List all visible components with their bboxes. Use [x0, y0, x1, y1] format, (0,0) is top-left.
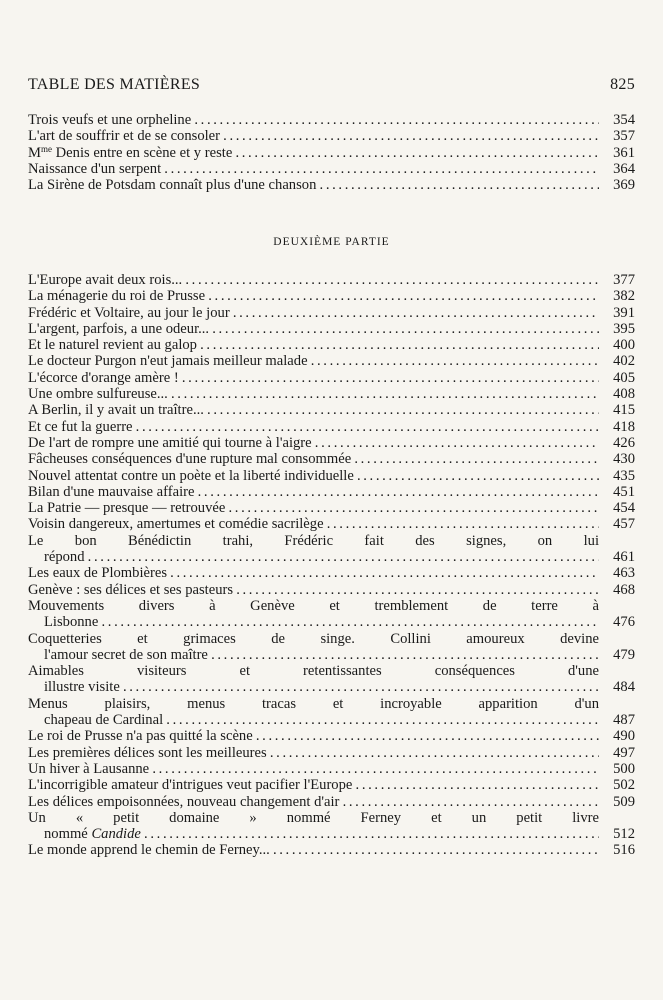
entry-page-number: 391 — [613, 304, 635, 321]
entry-title-line1: Mouvements divers à Genève et tremblement de terre à — [28, 597, 599, 614]
toc-entry — [28, 745, 635, 761]
entry-page-number: 490 — [613, 728, 635, 745]
entry-title: Les eaux de Plombières . . . — [28, 565, 599, 581]
entry-page-number: 454 — [613, 500, 635, 517]
toc-entry — [28, 177, 635, 193]
entry-page-number: 463 — [613, 565, 635, 582]
toc-entry — [28, 145, 635, 161]
entry-title: Fâcheuses conséquences d'une rupture mal consommée . . . — [28, 451, 599, 467]
entry-page-number: 484 — [613, 679, 635, 696]
entry-page-number: 377 — [613, 272, 635, 288]
entry-title: Nouvel attentat contre un poète et la liberté individuelle . . . — [28, 468, 599, 484]
entry-page-number: 418 — [613, 418, 635, 435]
entry-page-number: 395 — [613, 320, 635, 337]
toc-part-one — [28, 112, 635, 193]
toc-entry — [28, 161, 635, 177]
entry-page-number: 369 — [613, 177, 635, 194]
entry-page-number: 512 — [613, 826, 635, 843]
running-title: TABLE DES MATIÈRES — [28, 76, 201, 93]
toc-entry — [28, 321, 635, 337]
toc-entry — [28, 565, 635, 581]
entry-title: Trois veufs et une orpheline . . . — [28, 112, 599, 128]
toc-entry — [28, 696, 635, 729]
toc-entry — [28, 419, 635, 435]
toc-entry — [28, 842, 635, 858]
toc-entry — [28, 777, 635, 793]
entry-title: Genève : ses délices et ses pasteurs . . . — [28, 582, 599, 598]
entry-title: La Sirène de Potsdam connaît plus d'une chanson . . . — [28, 177, 599, 193]
toc-part-two — [28, 272, 635, 859]
entry-title: L'incorrigible amateur d'intrigues veut pacifier l'Europe . . . — [28, 777, 599, 793]
toc-entry — [28, 484, 635, 500]
toc-entry — [28, 272, 635, 288]
entry-title: Le docteur Purgon n'eut jamais meilleur malade . . . — [28, 353, 599, 369]
entry-page-number: 364 — [613, 160, 635, 177]
toc-entry — [28, 516, 635, 532]
toc-entry — [28, 402, 635, 418]
entry-page-number: 468 — [613, 581, 635, 598]
entry-title-line2: illustre visite . . . — [28, 679, 599, 695]
entry-page-number: 357 — [613, 128, 635, 145]
entry-title-line2: chapeau de Cardinal . . . — [28, 712, 599, 728]
entry-page-number: 400 — [613, 337, 635, 354]
entry-title: De l'art de rompre une amitié qui tourne à l'aigre . . . — [28, 435, 599, 451]
toc-entry — [28, 663, 635, 696]
entry-title-line2: répond . . . — [28, 549, 599, 565]
entry-page-number: 402 — [613, 353, 635, 370]
toc-entry — [28, 728, 635, 744]
toc-entry — [28, 582, 635, 598]
entry-page-number: 479 — [613, 646, 635, 663]
entry-title-line1: Le bon Bénédictin trahi, Frédéric fait des signes, on lui — [28, 532, 599, 549]
entry-page-number: 457 — [613, 516, 635, 533]
toc-entry — [28, 468, 635, 484]
toc-entry — [28, 533, 635, 566]
entry-page-number: 415 — [613, 402, 635, 419]
entry-title: Le monde apprend le chemin de Ferney... . . . — [28, 842, 599, 858]
entry-title: L'argent, parfois, a une odeur... . . . — [28, 321, 599, 337]
toc-entry — [28, 435, 635, 451]
toc-entry — [28, 112, 635, 128]
entry-title: Le roi de Prusse n'a pas quitté la scène . . . — [28, 728, 599, 744]
entry-page-number: 354 — [613, 112, 635, 128]
entry-title-line2: Lisbonne . . . — [28, 614, 599, 630]
toc-entry — [28, 386, 635, 402]
entry-title: L'art de souffrir et de se consoler . . . — [28, 128, 599, 144]
entry-title: Un hiver à Lausanne . . . — [28, 761, 599, 777]
toc-entry — [28, 337, 635, 353]
toc-entry — [28, 500, 635, 516]
entry-title-line1: Un « petit domaine » nommé Ferney et un petit livre — [28, 809, 599, 826]
entry-page-number: 502 — [613, 777, 635, 794]
entry-page-number: 382 — [613, 288, 635, 305]
entry-title: Frédéric et Voltaire, au jour le jour . . . — [28, 305, 599, 321]
entry-title: $M^{me}$ Denis entre en scène et y reste . . . — [28, 145, 599, 161]
entry-title: Et le naturel revient au galop . . . — [28, 337, 599, 353]
toc-entry — [28, 128, 635, 144]
entry-title: Naissance d'un serpent . . . — [28, 161, 599, 177]
entry-page-number: 361 — [613, 144, 635, 161]
entry-title: La Patrie — presque — retrouvée . . . — [28, 500, 599, 516]
entry-title-line1: Coquetteries et grimaces de singe. Collini amoureux devine — [28, 630, 599, 647]
entry-page-number: 408 — [613, 386, 635, 403]
entry-page-number: 430 — [613, 451, 635, 468]
entry-page-number: 500 — [613, 760, 635, 777]
page-number: 825 — [610, 76, 635, 93]
entry-title-line2: l'amour secret de son maître . . . — [28, 647, 599, 663]
page-header — [28, 76, 635, 94]
entry-title: Voisin dangereux, amertumes et comédie sacrilège . . . — [28, 516, 599, 532]
toc-entry — [28, 761, 635, 777]
entry-title: Les premières délices sont les meilleures . . . — [28, 745, 599, 761]
toc-entry — [28, 598, 635, 631]
toc-entry — [28, 305, 635, 321]
entry-title: A Berlin, il y avait un traître... . . . — [28, 402, 599, 418]
entry-title: Bilan d'une mauvaise affaire . . . — [28, 484, 599, 500]
entry-page-number: 435 — [613, 467, 635, 484]
entry-title: Les délices empoisonnées, nouveau changement d'air . . . — [28, 794, 599, 810]
part-title: DEUXIÈME PARTIE — [273, 236, 390, 248]
entry-page-number: 451 — [613, 483, 635, 500]
entry-title-line2: nommé Candide . . . — [28, 826, 599, 842]
entry-title: Une ombre sulfureuse... . . . — [28, 386, 599, 402]
toc-entry — [28, 794, 635, 810]
entry-page-number: 476 — [613, 614, 635, 631]
toc-entry — [28, 353, 635, 369]
entry-title-line1: Aimables visiteurs et retentissantes conséquences d'une — [28, 663, 599, 680]
entry-page-number: 497 — [613, 744, 635, 761]
toc-entry — [28, 451, 635, 467]
entry-page-number: 487 — [613, 712, 635, 729]
entry-title-line1: Menus plaisirs, menus tracas et incroyable apparition d'un — [28, 695, 599, 712]
entry-title: L'écorce d'orange amère ! . . . — [28, 370, 599, 386]
toc-entry — [28, 288, 635, 304]
entry-page-number: 461 — [613, 549, 635, 566]
entry-page-number: 426 — [613, 434, 635, 451]
entry-title: L'Europe avait deux rois... . . . — [28, 272, 599, 288]
entry-title: Et ce fut la guerre . . . — [28, 419, 599, 435]
entry-page-number: 516 — [613, 842, 635, 859]
toc-entry — [28, 810, 635, 843]
entry-page-number: 509 — [613, 793, 635, 810]
entry-page-number: 405 — [613, 369, 635, 386]
toc-entry — [28, 370, 635, 386]
entry-title: La ménagerie du roi de Prusse . . . — [28, 288, 599, 304]
toc-entry — [28, 631, 635, 664]
